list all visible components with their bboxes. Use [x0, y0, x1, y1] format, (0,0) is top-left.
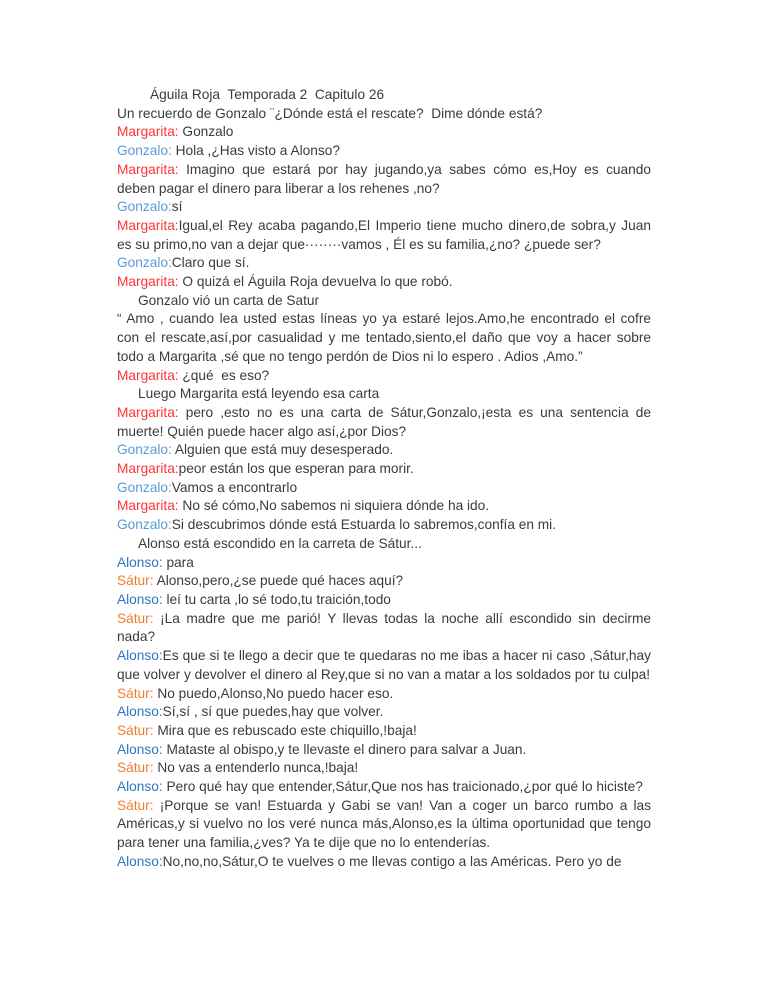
speaker-name: Margarita:: [117, 367, 179, 383]
dialogue-line: Gonzalo:sí: [117, 199, 183, 215]
dialogue-line: Margarita: pero ,esto no es una carta de Sátur,Gonzalo,¡esta es una sentencia de muerte! Quién puede hacer algo así,¿por Dios?: [117, 404, 651, 439]
dialogue-line: Sátur: Mira que es rebuscado este chiquillo,!baja!: [117, 722, 417, 738]
dialogue-line: Margarita: Imagino que estará por hay jugando,ya sabes cómo es,Hoy es cuando deben pagar el dinero para liberar a los rehenes ,no?: [117, 161, 651, 196]
speaker-name: Sátur:: [117, 610, 154, 626]
dialogue-line: Alonso:Sí,sí , sí que puedes,hay que volver.: [117, 704, 384, 720]
speaker-name: Alonso:: [117, 853, 163, 869]
speaker-name: Gonzalo:: [117, 479, 172, 495]
speaker-name: Sátur:: [117, 573, 154, 589]
speaker-name: Margarita:: [117, 274, 179, 290]
dialogue-line: Gonzalo: Alguien que está muy desesperado.: [117, 442, 394, 458]
speaker-name: Alonso:: [117, 648, 163, 664]
speaker-name: Margarita:: [117, 404, 179, 420]
dialogue-line: Margarita: O quizá el Águila Roja devuelva lo que robó.: [117, 274, 453, 290]
dialogue-line: Margarita:peor están los que esperan para morir.: [117, 461, 414, 477]
dialogue-line: Alonso: Mataste al obispo,y te llevaste el dinero para salvar a Juan.: [117, 741, 527, 757]
narration-line: “ Amo , cuando lea usted estas líneas yo ya estaré lejos.Amo,he encontrado el cofre con el rescate,así,por casualidad y me tentado,siento,el daño que voy a hacer sobre todo a Margarita ,sé que no tengo perdón de Dios ni lo espero . Adios ,Amo.”: [117, 311, 651, 364]
speaker-name: Gonzalo:: [117, 255, 172, 271]
speaker-name: Alonso:: [117, 591, 163, 607]
dialogue-line: Sátur: Alonso,pero,¿se puede qué haces aquí?: [117, 573, 404, 589]
speaker-name: Margarita:: [117, 124, 179, 140]
dialogue-line: Alonso: leí tu carta ,lo sé todo,tu traición,todo: [117, 591, 391, 607]
dialogue-line: Alonso:No,no,no,Sátur,O te vuelves o me llevas contigo a las Américas. Pero yo de: [117, 853, 622, 869]
stage-direction: Alonso está escondido en la carreta de Sátur...: [138, 535, 422, 551]
transcript-body: [117, 105, 651, 872]
speaker-name: Sátur:: [117, 797, 154, 813]
dialogue-line: Sátur: ¡La madre que me parió! Y llevas todas la noche allí escondido sin decirme nada?: [117, 610, 651, 645]
speaker-name: Gonzalo:: [117, 517, 172, 533]
speaker-name: Alonso:: [117, 779, 163, 795]
dialogue-line: Alonso: para: [117, 554, 194, 570]
dialogue-line: Alonso: Pero qué hay que entender,Sátur,Que nos has traicionado,¿por qué lo hiciste?: [117, 779, 643, 795]
speaker-name: Sátur:: [117, 685, 154, 701]
speaker-name: Margarita:: [117, 461, 179, 477]
speaker-name: Margarita:: [117, 217, 179, 233]
speaker-name: Alonso:: [117, 704, 163, 720]
speaker-name: Sátur:: [117, 760, 154, 776]
dialogue-line: Margarita: Gonzalo: [117, 124, 234, 140]
dialogue-line: Gonzalo:Vamos a encontrarlo: [117, 479, 298, 495]
speaker-name: Alonso:: [117, 741, 163, 757]
dialogue-line: Alonso:Es que si te llego a decir que te quedaras no me ibas a hacer ni caso ,Sátur,hay que volver y devolver el dinero al Rey,que si no van a matar a los soldados por tu culpa!: [117, 648, 651, 682]
dialogue-line: Gonzalo:Claro que sí.: [117, 255, 250, 271]
narration-line: Un recuerdo de Gonzalo ¨¿Dónde está el rescate? Dime dónde está?: [117, 105, 543, 121]
dialogue-line: Margarita: ¿qué es eso?: [117, 367, 270, 383]
dialogue-line: Sátur: ¡Porque se van! Estuarda y Gabi se van! Van a coger un barco rumbo a las Américas,y si vuelvo no los veré nunca más,Alonso,es la última oportunidad que tengo para tener una familia,¿ves? Ya te dije que no lo entenderías.: [117, 797, 651, 851]
speaker-name: Margarita:: [117, 161, 179, 177]
dialogue-line: Sátur: No vas a entenderlo nunca,!baja!: [117, 760, 359, 776]
speaker-name: Gonzalo:: [117, 143, 172, 159]
stage-direction: Gonzalo vió un carta de Satur: [138, 292, 320, 308]
document-title: Águila Roja Temporada 2 Capitulo 26: [150, 87, 385, 102]
dialogue-line: Gonzalo:Si descubrimos dónde está Estuarda lo sabremos,confía en mi.: [117, 517, 557, 533]
speaker-name: Alonso:: [117, 554, 163, 570]
speaker-name: Sátur:: [117, 722, 154, 738]
speaker-name: Gonzalo:: [117, 442, 172, 458]
speaker-name: Margarita:: [117, 498, 179, 514]
dialogue-line: Margarita:Igual,el Rey acaba pagando,El Imperio tiene mucho dinero,de sobra,y Juan es su primo,no van a dejar que········vamos , Él es su familia,¿no? ¿puede ser?: [117, 217, 651, 252]
dialogue-line: Sátur: No puedo,Alonso,No puedo hacer eso.: [117, 685, 394, 701]
stage-direction: Luego Margarita está leyendo esa carta: [138, 386, 380, 402]
speaker-name: Gonzalo:: [117, 199, 172, 215]
dialogue-line: Gonzalo: Hola ,¿Has visto a Alonso?: [117, 143, 340, 159]
dialogue-line: Margarita: No sé cómo,No sabemos ni siquiera dónde ha ido.: [117, 498, 490, 514]
